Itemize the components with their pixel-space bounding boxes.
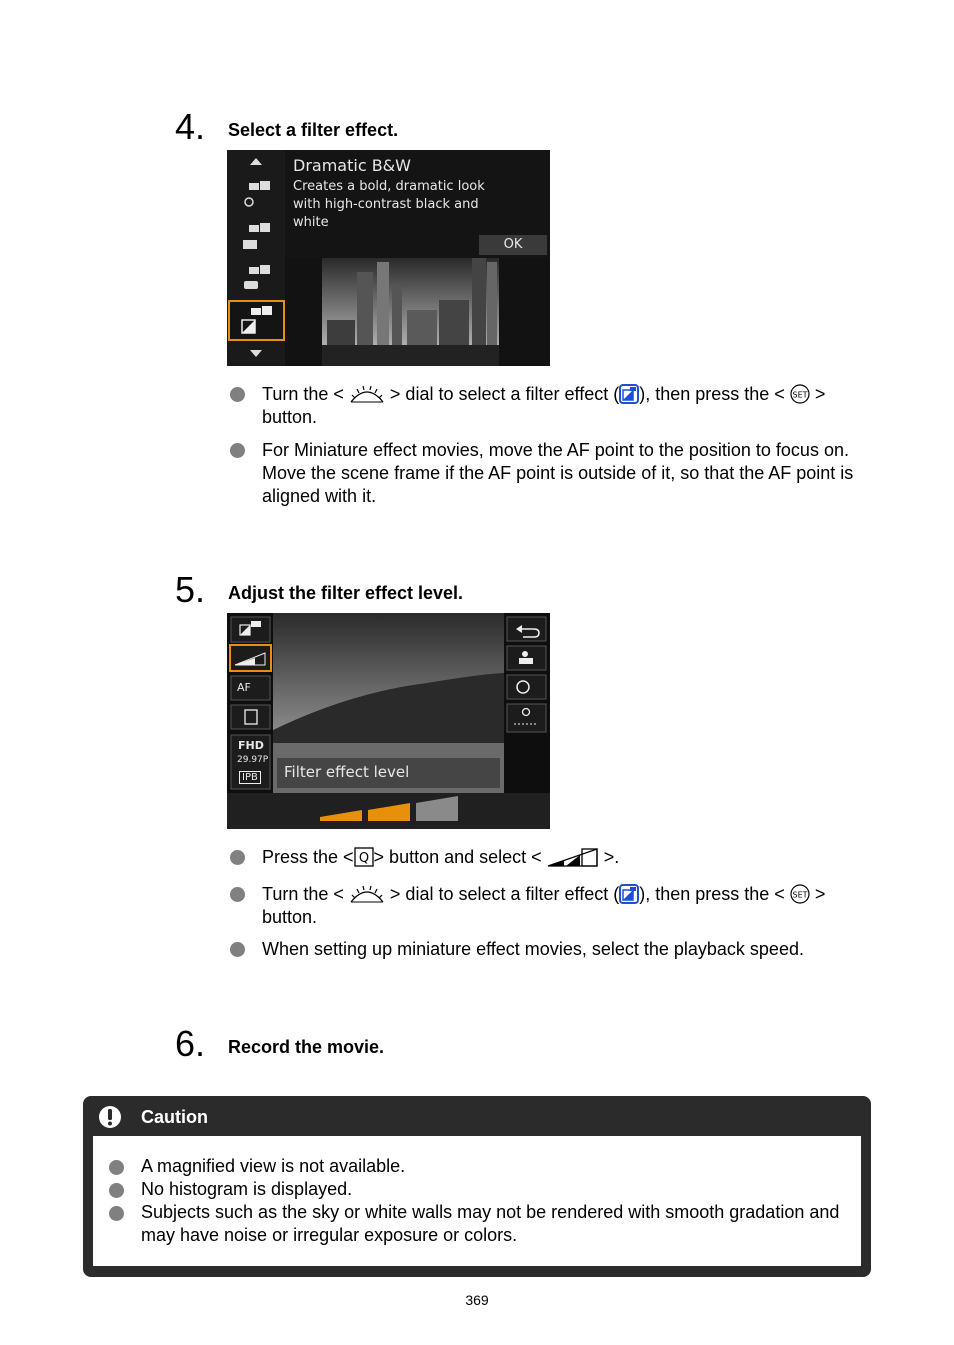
bullet-dot	[230, 443, 245, 458]
bullet-text: button.	[262, 907, 318, 927]
caution-item-text: Subjects such as the sky or white walls may not be rendered with smooth gradation and may have noise or irregular exposure or colors.	[141, 1202, 840, 1245]
main-dial-icon	[349, 884, 385, 904]
left-label-ipb: IPB	[239, 771, 261, 784]
effect-level-icon	[547, 847, 599, 867]
svg-text:SET: SET	[792, 890, 808, 900]
menu-description: Creates a bold, dramatic look with high-contrast black and white	[293, 179, 485, 230]
left-label-fhd: FHD	[238, 739, 264, 752]
caution-item-text: No histogram is displayed.	[141, 1179, 353, 1199]
bullet-text: Turn the <	[262, 384, 344, 404]
bullet-item	[230, 938, 870, 964]
set-button-icon	[790, 884, 810, 904]
bullet-text: >.	[603, 847, 620, 867]
ok-button[interactable]: OK	[503, 237, 523, 252]
camera-screen-graphic	[227, 613, 550, 829]
bullet-dot	[230, 387, 245, 402]
selected-filter-icon	[229, 301, 284, 340]
page-number: 369	[465, 1292, 489, 1308]
filter-effect-icon	[619, 884, 639, 904]
camera-screen-filter-select	[227, 150, 550, 366]
step-title: Adjust the filter effect level.	[228, 583, 464, 603]
caution-item	[109, 1178, 849, 1201]
bullet-dot	[230, 850, 245, 865]
bullet-dot	[109, 1183, 124, 1198]
menu-title: Dramatic B&W	[293, 156, 411, 175]
step-title: Record the movie.	[228, 1037, 385, 1057]
bullet-text: When setting up miniature effect movies, select the playback speed.	[262, 939, 804, 959]
bullet-text: >	[814, 384, 826, 404]
caution-item	[109, 1155, 849, 1178]
bullet-dot	[230, 942, 245, 957]
bullet-text: button.	[262, 407, 318, 427]
bullet-text: Turn the <	[262, 884, 344, 904]
caution-box	[83, 1096, 871, 1277]
bullet-item	[230, 439, 870, 511]
bullet-dot	[230, 887, 245, 902]
bullet-text: ), then press the <	[639, 384, 785, 404]
bullet-dot	[109, 1206, 124, 1221]
bullet-text: ), then press the <	[639, 884, 785, 904]
bullet-item	[230, 883, 870, 931]
caution-item-text: A magnified view is not available.	[141, 1156, 406, 1176]
svg-text:SET: SET	[792, 390, 808, 400]
bullet-text: Press the <	[262, 847, 354, 867]
main-dial-icon	[349, 384, 385, 404]
bullet-item	[230, 383, 870, 431]
caution-title: Caution	[141, 1107, 208, 1127]
bullet-item	[230, 846, 870, 872]
bullet-text: > button and select <	[373, 847, 542, 867]
caution-body	[93, 1136, 861, 1266]
filter-effect-icon	[619, 384, 639, 404]
step-number: 4.	[175, 106, 206, 147]
bullet-text: >	[814, 884, 826, 904]
camera-screen-effect-level	[227, 613, 550, 829]
left-label-af: AF	[237, 681, 251, 694]
bullet-text: > dial to select a filter effect (	[389, 384, 620, 404]
filter-effect-level-label: Filter effect level	[284, 763, 410, 781]
step-title: Select a filter effect.	[228, 120, 399, 140]
q-button-icon	[354, 847, 374, 867]
left-label-framerate: 29.97P	[237, 755, 269, 765]
step-number: 5.	[175, 569, 206, 610]
caution-icon	[98, 1105, 122, 1129]
svg-text:Q: Q	[358, 851, 369, 866]
set-button-icon	[790, 384, 810, 404]
bullet-dot	[109, 1160, 124, 1175]
bullet-text: For Miniature effect movies, move the AF point to the position to focus on. Move the scene frame if the AF point is outside of it, so that the AF point is aligned with it.	[262, 440, 854, 506]
step-number: 6.	[175, 1023, 206, 1064]
caution-item	[109, 1201, 849, 1249]
bullet-text: > dial to select a filter effect (	[389, 884, 620, 904]
